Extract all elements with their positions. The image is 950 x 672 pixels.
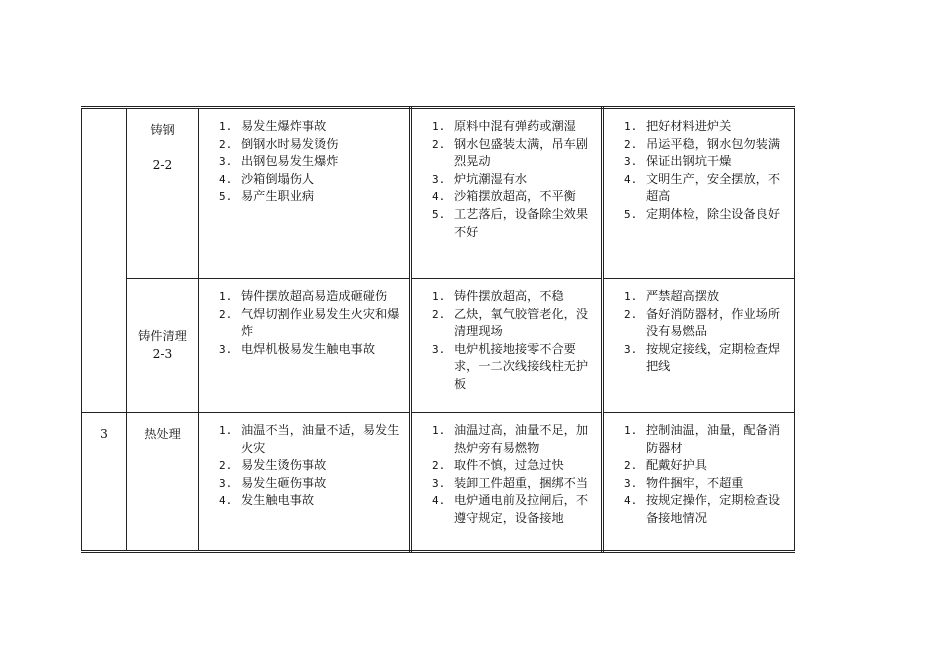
list-item: 2. 备好消防器材，作业场所没有易燃品 [624, 306, 781, 339]
list-item: 2. 取件不慎，过急过快 [432, 458, 564, 473]
list-item: 2. 配戴好护具 [624, 458, 707, 473]
causes-clip [432, 422, 595, 546]
process-name: 铸件清理 [138, 328, 187, 343]
list-item: 2. 易发生烫伤事故 [219, 458, 327, 473]
table-row [82, 413, 795, 552]
list-item: 3. 电焊机极易发生触电事故 [219, 341, 376, 356]
table-row [82, 279, 795, 413]
hazards-list [219, 288, 403, 358]
hazard-table [81, 106, 795, 553]
list-item: 2. 乙炔，氧气胶管老化，没清理现场 [432, 306, 589, 339]
list-item: 4. 文明生产，安全摆放，不超高 [624, 171, 781, 204]
process-cell [127, 279, 199, 413]
measures-cell [603, 108, 795, 279]
list-item: 1. 原料中混有弹药或潮湿 [432, 119, 576, 133]
list-item: 4. 电炉通电前及拉闸后，不遵守规定，设备接地 [432, 493, 589, 525]
list-item: 2. 气焊切割作业易发生火灾和爆炸 [219, 306, 400, 339]
list-item: 1. 铸件摆放超高易造成砸碰伤 [219, 289, 388, 303]
list-item: 3. 装卸工件超重，捆绑不当 [432, 475, 589, 490]
list-item: 3. 按规定接线，定期检查焊把线 [624, 341, 781, 374]
process-cell [127, 108, 199, 279]
list-item: 1. 易发生爆炸事故 [219, 119, 327, 133]
causes-cell [411, 413, 603, 552]
list-item: 4. 按规定操作，定期检查设备接地情况 [624, 493, 781, 525]
list-item: 3. 保证出钢坑干燥 [624, 154, 732, 169]
hazards-list [219, 118, 403, 206]
causes-cell [411, 279, 603, 413]
list-item: 3. 易发生砸伤事故 [219, 475, 327, 490]
list-item: 5. 易产生职业病 [219, 189, 315, 204]
list-item: 4. 发生触电事故 [219, 493, 315, 508]
causes-list [432, 288, 595, 394]
list-item: 3. 物件捆牢，不超重 [624, 475, 744, 490]
list-item: 4. 沙箱摆放超高，不平衡 [432, 189, 576, 204]
process-name: 热处理 [144, 427, 181, 441]
hazards-cell [199, 279, 411, 413]
list-item: 2. 钢水包盛装太满，吊车剧烈晃动 [432, 136, 589, 169]
process-cell [127, 413, 199, 552]
list-item: 5. 定期体检，除尘设备良好 [624, 206, 781, 221]
list-item: 1. 控制油温，油量，配备消防器材 [624, 423, 781, 455]
list-item: 1. 油温过高，油量不足，加热炉旁有易燃物 [432, 423, 589, 455]
causes-cell [411, 108, 603, 279]
hazards-cell [199, 108, 411, 279]
section-cell-3: 3 [82, 413, 127, 552]
list-item: 2. 倒钢水时易发烫伤 [219, 136, 339, 151]
measures-list [624, 288, 788, 376]
list-item: 3. 电炉机接地接零不合要求，一二次线接线柱无护板 [432, 341, 589, 391]
measures-list [624, 118, 788, 224]
list-item: 1. 铸件摆放超高，不稳 [432, 289, 564, 303]
list-item: 1. 严禁超高摆放 [624, 289, 720, 303]
list-item: 3. 出钢包易发生爆炸 [219, 154, 339, 169]
causes-list [432, 118, 595, 241]
list-item: 2. 吊运平稳，钢水包勿装满 [624, 136, 781, 151]
list-item: 4. 沙箱倒塌伤人 [219, 171, 315, 186]
process-code: 2-3 [152, 346, 173, 361]
section-cell-2 [82, 108, 127, 413]
measures-list [624, 422, 788, 528]
list-item: 1. 把好材料进炉关 [624, 119, 732, 133]
table-row [82, 108, 795, 279]
list-item: 5. 工艺落后，设备除尘效果不好 [432, 206, 589, 239]
process-name: 铸钢 [150, 123, 175, 137]
process-code: 2-2 [152, 157, 173, 172]
causes-list [432, 422, 595, 528]
hazards-list [219, 422, 403, 510]
measures-cell [603, 279, 795, 413]
list-item: 3. 炉坑潮湿有水 [432, 171, 528, 186]
hazards-cell [199, 413, 411, 552]
list-item: 1. 油温不当，油量不适，易发生火灾 [219, 423, 400, 455]
measures-cell [603, 413, 795, 552]
